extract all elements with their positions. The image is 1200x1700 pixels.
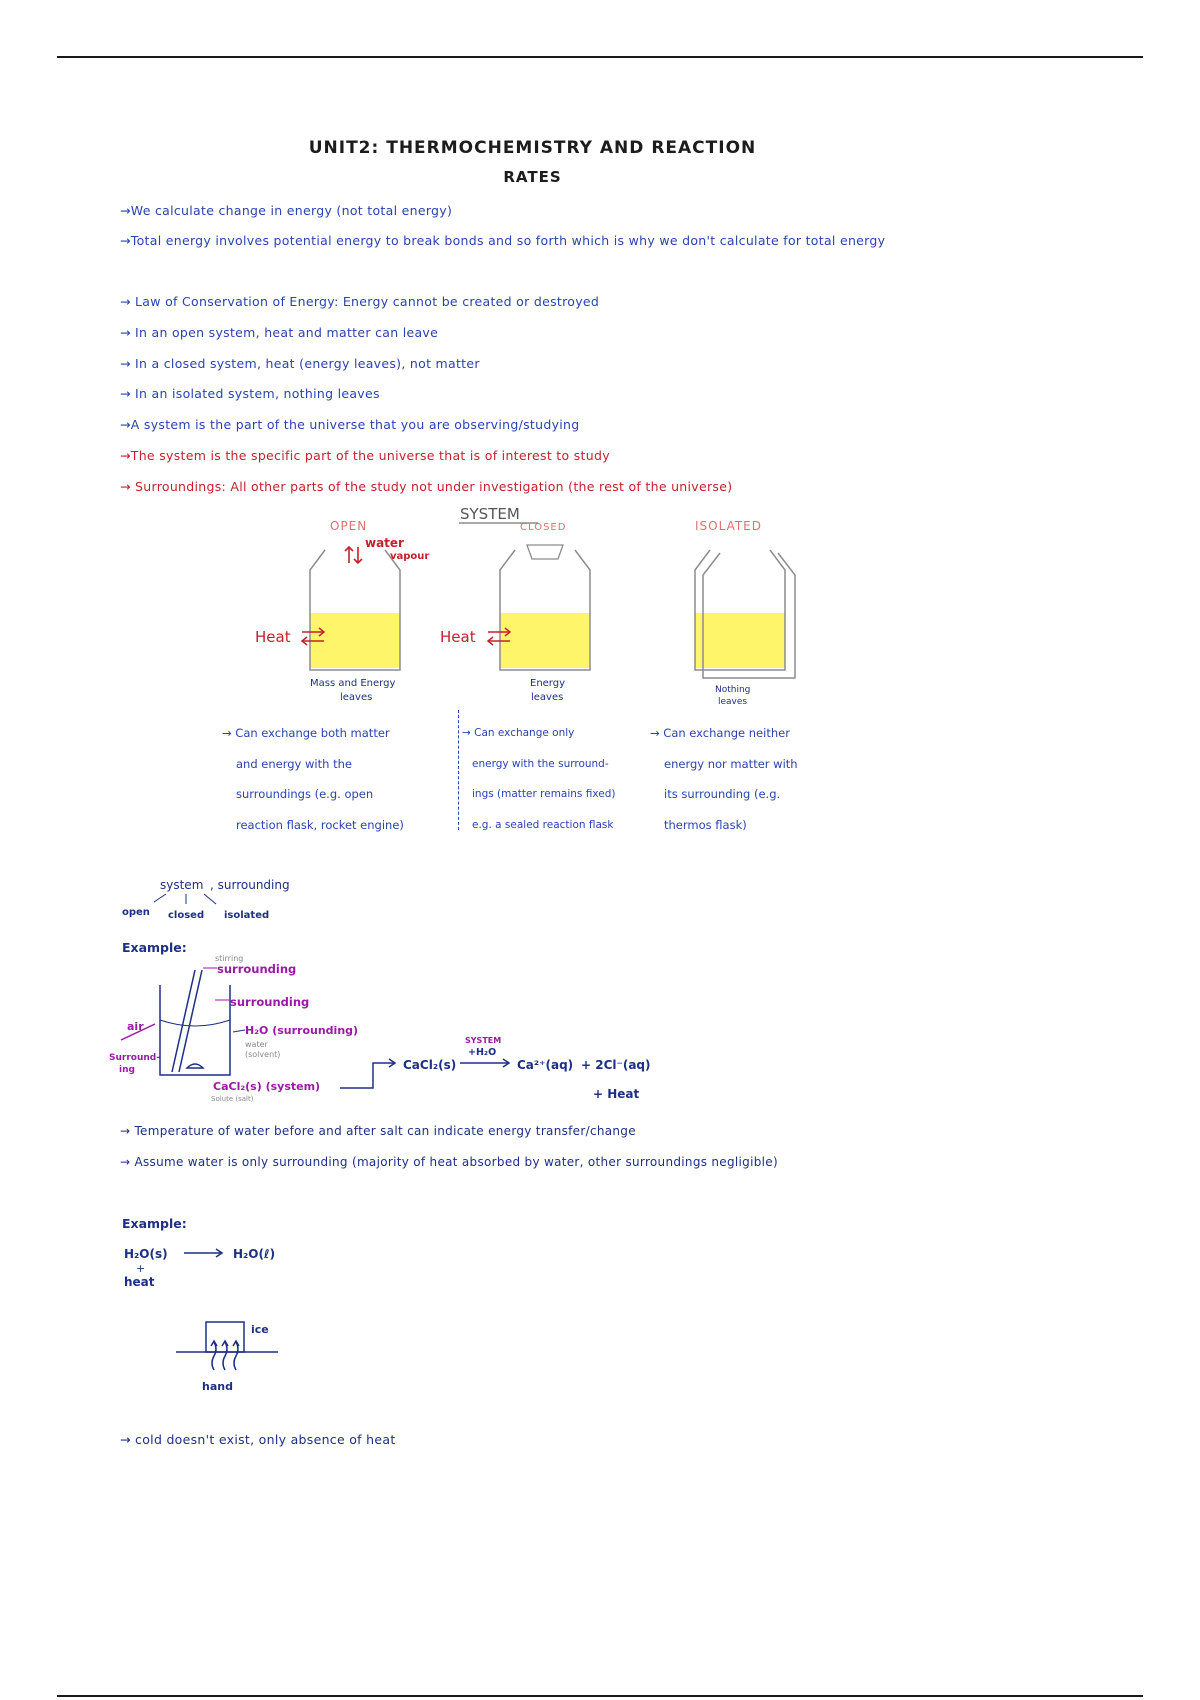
ice-example-diagram xyxy=(118,1240,418,1400)
air-label: air xyxy=(127,1020,144,1033)
note-line: → Assume water is only surrounding (majority of heat absorbed by water, other surroundings negligible) xyxy=(120,1155,778,1169)
open-label: OPEN xyxy=(330,519,368,533)
ex2-reactant: H₂O(s) xyxy=(124,1247,168,1261)
tree-child-closed: closed xyxy=(168,910,205,921)
ice-label: ice xyxy=(251,1323,269,1336)
bottom-rule xyxy=(57,1695,1143,1697)
tree-child-isolated: isolated xyxy=(224,910,270,921)
closed-caption2: leaves xyxy=(531,692,564,703)
top-rule xyxy=(57,56,1143,58)
solute-system-label: CaCl₂(s) (system) xyxy=(213,1080,321,1093)
example2-label: Example: xyxy=(122,1216,187,1231)
ex2-product: H₂O(ℓ) xyxy=(233,1247,276,1261)
open-vapour-label: vapour xyxy=(390,551,430,562)
open-caption: Mass and Energy xyxy=(310,678,396,689)
tree-root: system xyxy=(160,878,204,892)
surrounding-label-1: surrounding xyxy=(217,962,297,976)
system-tree-diagram xyxy=(118,874,338,924)
eq-product2: + 2Cl⁻(aq) xyxy=(581,1058,651,1072)
closed-desc-line: ings (matter remains fixed) xyxy=(472,788,616,800)
closed-desc-line: energy with the surround- xyxy=(472,757,609,770)
closed-desc-line: e.g. a sealed reaction flask xyxy=(472,818,614,831)
note-line: → In an open system, heat and matter can leave xyxy=(120,324,439,340)
tree-root2: , surrounding xyxy=(210,878,290,892)
open-water-label: water xyxy=(365,536,404,550)
system-header: SYSTEM xyxy=(460,505,520,523)
note-line: → Law of Conservation of Energy: Energy cannot be created or destroyed xyxy=(120,294,600,309)
open-caption2: leaves xyxy=(340,692,373,703)
closed-description xyxy=(462,718,615,840)
isolated-desc-line: energy nor matter with xyxy=(664,756,798,771)
water-label: water xyxy=(245,1040,268,1049)
note-line: →The system is the specific part of the universe that is of interest to study xyxy=(120,448,610,463)
closed-desc-line: → Can exchange only xyxy=(462,727,575,739)
eq-product3: + Heat xyxy=(593,1087,640,1101)
isolated-flask-icon xyxy=(695,550,795,678)
tree-child-open: open xyxy=(122,907,150,918)
stirring-label: stirring xyxy=(215,954,244,963)
ex2-heat: heat xyxy=(124,1275,155,1289)
note-line: → cold doesn't exist, only absence of heat xyxy=(120,1432,396,1447)
solute-label: Solute (salt) xyxy=(211,1095,254,1103)
note-line: →A system is the part of the universe that you are observing/studying xyxy=(120,417,580,433)
closed-caption: Energy xyxy=(530,678,566,689)
page-title: UNIT2: THERMOCHEMISTRY AND REACTION xyxy=(308,138,757,158)
connector-arrow-icon xyxy=(340,1063,395,1088)
note-line: →We calculate change in energy (not total energy) xyxy=(120,203,453,218)
open-arrows-icon xyxy=(345,547,362,563)
isolated-desc-line: its surrounding (e.g. xyxy=(664,787,781,801)
eq-over-arrow: +H₂O xyxy=(468,1047,497,1058)
open-desc-line: → Can exchange both matter xyxy=(222,726,390,740)
system-diagram xyxy=(230,495,830,715)
surrounding-side-label2: ing xyxy=(119,1065,135,1075)
page-title-line2: RATES xyxy=(503,168,562,186)
open-description xyxy=(222,718,404,840)
note-line: → In an isolated system, nothing leaves xyxy=(120,386,380,402)
water-surrounding-label: H₂O (surrounding) xyxy=(245,1024,359,1037)
open-desc-line: surroundings (e.g. open xyxy=(236,787,374,801)
note-line: → In a closed system, heat (energy leaves), not matter xyxy=(120,355,480,371)
note-line: → Surroundings: All other parts of the study not under investigation (the rest of the universe) xyxy=(120,478,733,494)
isolated-desc-line: → Can exchange neither xyxy=(650,726,790,740)
beaker-diagram xyxy=(105,950,685,1110)
closed-label: CLOSED xyxy=(520,522,567,533)
beaker-icon xyxy=(160,970,230,1075)
solvent-label: (solvent) xyxy=(245,1050,281,1059)
eq-product1: Ca²⁺(aq) xyxy=(517,1058,574,1072)
isolated-desc-line: thermos flask) xyxy=(664,817,747,832)
surrounding-side-label: Surround- xyxy=(109,1053,160,1063)
open-heat-label: Heat xyxy=(255,628,291,646)
closed-flask-icon xyxy=(500,545,590,670)
isolated-description xyxy=(650,718,798,840)
surrounding-label-2: surrounding xyxy=(230,995,310,1009)
isolated-caption2: leaves xyxy=(718,697,748,707)
example1-label: Example: xyxy=(122,940,187,955)
eq-reactant: CaCl₂(s) xyxy=(403,1058,457,1072)
open-flask-icon xyxy=(310,550,400,670)
isolated-caption: Nothing xyxy=(715,685,751,695)
ex2-plus: + xyxy=(136,1262,146,1275)
isolated-label: ISOLATED xyxy=(695,519,762,533)
hand-label: hand xyxy=(202,1380,233,1393)
note-line: → Temperature of water before and after salt can indicate energy transfer/change xyxy=(120,1124,636,1138)
column-divider xyxy=(458,710,459,830)
open-desc-line: and energy with the xyxy=(236,756,352,771)
open-desc-line: reaction flask, rocket engine) xyxy=(236,817,404,832)
eq-over-arrow-top: SYSTEM xyxy=(465,1036,502,1045)
closed-heat-label: Heat xyxy=(440,628,476,646)
note-line: →Total energy involves potential energy to break bonds and so forth which is why we don't calculate for total energy xyxy=(120,233,886,248)
